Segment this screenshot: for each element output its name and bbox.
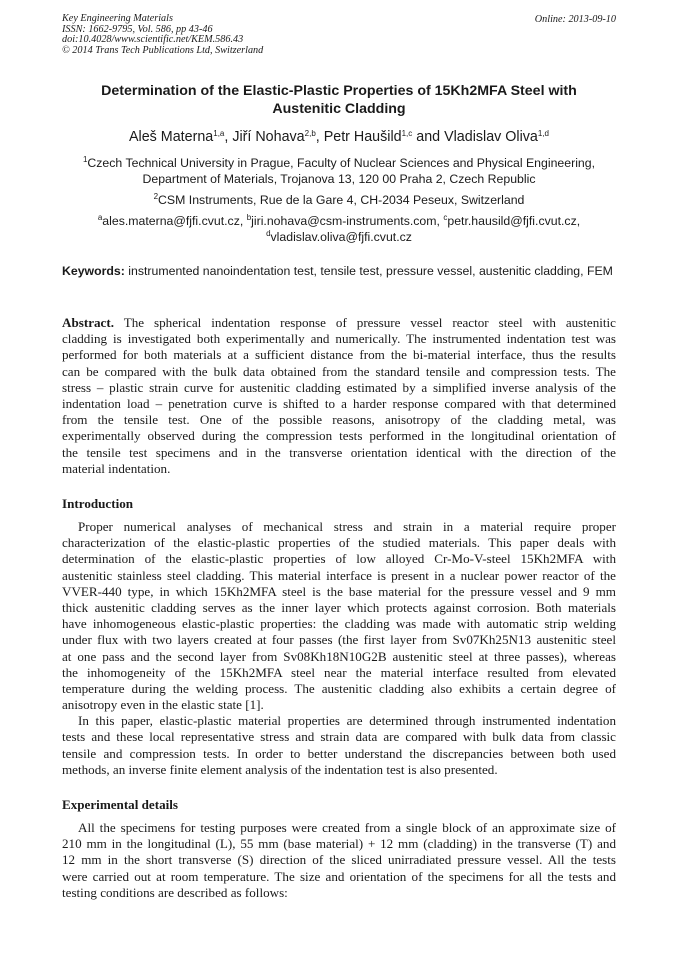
abstract-label: Abstract. [62,315,114,330]
keywords [62,263,616,279]
intro-line: at one pass and the second layer from Sv08Kh18N10G2B austenitic steel at three passes), whereas [62,648,616,664]
abstract-line: the tensile test specimens and in the transverse orientation identical with the direction of the [62,444,616,460]
introduction-body [62,519,616,778]
author-affil-mark: 1,c [401,129,413,138]
email-d: vladislav.oliva@fjfi.cvut.cz [270,230,412,244]
paper-title [62,82,616,118]
intro-line: Proper numerical analyses of mechanical stress and strain in a material require proper [78,519,616,534]
author-name: Aleš Materna [129,129,214,145]
keywords-text: instrumented nanoindentation test, tensile test, pressure vessel, austenitic cladding, FEM [124,264,613,278]
affil-mark: 2 [153,192,159,201]
journal-name: Key Engineering Materials [62,13,173,24]
abstract-line: stress – plastic strain curve for austenitic cladding estimated by a simplified inverse analysis of the [62,379,616,395]
author-name: Petr Haušild [323,129,402,145]
online-date: Online: 2013-09-10 [534,14,616,25]
exp-line: were carried out at room temperature. The size and orientation of the specimens for all the tests and [62,868,616,884]
exp-line: testing conditions are described as follows: [62,884,288,900]
intro-line: methods, an inverse finite element analysis of the indentation test is also presented. [62,761,498,777]
intro-line: tests and these local representative stress and strain data are compared with bulk data from classic [62,729,616,745]
affil-mark: 1 [82,155,88,164]
abstract-line: from the tensile test. One of the possible reasons, anisotropy of the cladding metal, was [62,412,616,428]
intro-line: thick austenitic cladding serves as the inner layer which protects against corrosion. Both materials [62,599,616,615]
intro-line: In this paper, elastic-plastic material properties are determined through instrumented indentation [78,713,616,729]
abstract-line: material indentation. [62,460,171,476]
author-affil-mark: 1,a [213,129,225,138]
affil-line: CSM Instruments, Rue de la Gare 4, CH-2034 Peseux, Switzerland [158,193,525,207]
intro-line: temperature during the welding process. The austenitic cladding also exhibits a certain degree of [62,680,616,696]
email-b: jiri.nohava@csm-instruments.com, [251,214,444,228]
intro-line: austenitic stainless steel cladding. This material interface is present in a nuclear power reactor of the [62,567,616,583]
experimental-body [62,820,616,901]
title-line: Austenitic Cladding [272,101,406,117]
intro-line: have inhomogeneous elastic-plastic properties: the cladding was made with automatic strip welding [62,616,616,632]
title-line: Determination of the Elastic-Plastic Properties of 15Kh2MFA Steel with [101,83,577,99]
intro-line: VVER-440 type, in which 15Kh2MFA steel is the base material for the pressure vessel and 9 mm [62,583,616,599]
intro-line: tensile and compression tests. In order to better understand the discrepancies between both used [62,745,616,761]
email-c: petr.hausild@fjfi.cvut.cz, [447,214,581,228]
author-affil-mark: 1,d [537,129,549,138]
doi-line: doi:10.4028/www.scientific.net/KEM.586.43 [62,34,244,46]
intro-line: anisotropy even in the elastic state [1]. [62,697,264,713]
abstract-line: performed for both materials at a sufficient distance from the bi-material interface, thus the results [62,347,616,363]
exp-line: 12 mm in the short transverse (S) direction of the sliced unirradiated pressure vessel. All the tests [62,852,616,868]
author-sep: , [224,129,233,145]
journal-info [62,14,263,56]
intro-line: the inhomogeneity of the 15Kh2MFA steel near the material interface resulted from elevated [62,664,616,680]
affil-line: Department of Materials, Trojanova 13, 120 00 Praha 2, Czech Republic [142,172,536,186]
abstract-line: The spherical indentation response of pressure vessel reactor steel with austenitic [114,315,616,330]
author-sep: , [315,129,324,145]
intro-line: determination of the elastic-plastic properties of low alloyed Cr-Mo-V-steel 15Kh2MFA with [62,551,616,567]
abstract [62,315,616,477]
author-affil-mark: 2,b [304,129,316,138]
author-name: Jiří Nohava [232,129,305,145]
email-a: ales.materna@fjfi.cvut.cz, [102,214,247,228]
affil-line: Czech Technical University in Prague, Faculty of Nuclear Sciences and Physical Engineering, [87,156,596,170]
abstract-line: experimentally observed during the compression tests performed in the longitudinal orientation of [62,428,616,444]
keywords-label: Keywords: [62,264,125,278]
abstract-line: indentation load – penetration curve is shifted to a harder response compared with that determined [62,395,616,411]
abstract-line: cladding is investigated both experimentally and numerically. The instrumented indentation test was [62,331,616,347]
section-heading-introduction: Introduction [62,496,134,511]
author-list [62,127,616,147]
section-heading-experimental: Experimental details [62,797,179,812]
issn-line: ISSN: 1662-9795, Vol. 586, pp 43-46 [62,23,213,35]
author-sep: and [412,129,445,145]
copyright-line: © 2014 Trans Tech Publications Ltd, Switzerland [62,44,264,56]
affiliation-2 [62,192,616,208]
intro-line: under flux with two layers created at four passes (the first layer from Sv07Kh25N13 austenitic steel [62,632,616,648]
abstract-line: can be compared with the bulk data obtained from the standard tensile and compression tests. The [62,363,616,379]
affiliation-1 [62,155,616,187]
exp-line: 210 mm in the longitudinal (L), 55 mm (base material) + 12 mm (cladding) in the transverse (T) and [62,836,616,852]
intro-line: characterization of the elastic-plastic properties of the studied materials. This paper deals with [62,535,616,551]
exp-line: All the specimens for testing purposes were created from a single block of an approximate size of [78,820,616,835]
email-list: $^a$ales.materna@fjfi.cvut.cz, $^b$jiri.nohava@csm-instruments.com, $^c$petr.hausild@fjfi.cvut.cz, $^d$vladislav.oliva@fjfi.cvut.cz [97,213,581,244]
author-name: Vladislav Oliva [444,129,538,145]
